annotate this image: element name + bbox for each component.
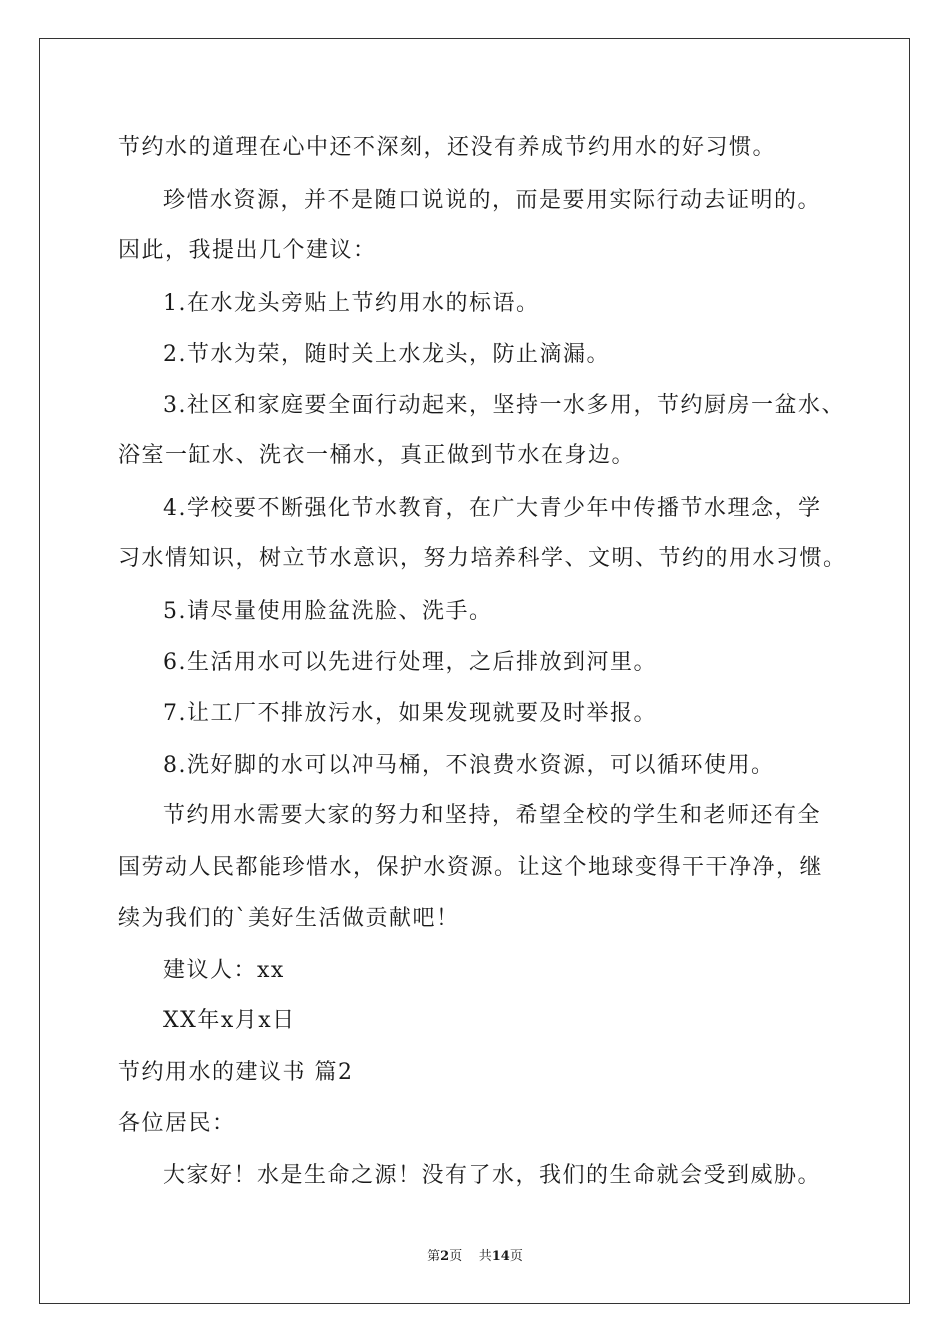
text-line: 国劳动人民都能珍惜水，保护水资源。让这个地球变得干干净净，继: [118, 855, 824, 880]
section-heading: 节约用水的建议书 篇2: [118, 1060, 354, 1085]
text-line: 7.让工厂不排放污水，如果发现就要及时举报。: [163, 701, 657, 726]
footer-total-prefix: 共: [478, 1249, 492, 1264]
salutation: 各位居民：: [118, 1111, 236, 1136]
signer-line: 建议人：xx: [163, 958, 285, 983]
footer-total-suffix: 页: [509, 1249, 523, 1264]
text-line: 6.生活用水可以先进行处理，之后排放到河里。: [163, 650, 657, 675]
text-line: 1.在水龙头旁贴上节约用水的标语。: [163, 291, 540, 316]
date-line: XX年x月x日: [163, 1008, 296, 1033]
text-line: 5.请尽量使用脸盆洗脸、洗手。: [163, 599, 493, 624]
text-line: 大家好！水是生命之源！没有了水，我们的生命就会受到威胁。: [163, 1163, 822, 1188]
text-line: 续为我们的`美好生活做贡献吧！: [118, 906, 460, 931]
text-line: 4.学校要不断强化节水教育，在广大青少年中传播节水理念，学: [163, 496, 822, 521]
footer-page-number: 2: [440, 1249, 450, 1264]
text-line: 节约水的道理在心中还不深刻，还没有养成节约用水的好习惯。: [118, 135, 777, 160]
page-footer: [0, 1248, 950, 1266]
footer-page-suffix: 页: [449, 1249, 463, 1264]
footer-total-pages: 14: [491, 1249, 510, 1264]
text-line: 节约用水需要大家的努力和坚持，希望全校的学生和老师还有全: [163, 803, 822, 828]
text-line: 珍惜水资源，并不是随口说说的，而是要用实际行动去证明的。: [163, 188, 822, 213]
footer-page-prefix: 第: [427, 1249, 441, 1264]
text-line: 浴室一缸水、洗衣一桶水，真正做到节水在身边。: [118, 443, 636, 468]
text-line: 习水情知识，树立节水意识，努力培养科学、文明、节约的用水习惯。: [118, 546, 847, 571]
text-line: 2.节水为荣，随时关上水龙头，防止滴漏。: [163, 342, 610, 367]
text-line: 8.洗好脚的水可以冲马桶，不浪费水资源，可以循环使用。: [163, 753, 775, 778]
text-line: 因此，我提出几个建议：: [118, 238, 377, 263]
text-line: 3.社区和家庭要全面行动起来，坚持一水多用，节约厨房一盆水、: [163, 393, 845, 418]
